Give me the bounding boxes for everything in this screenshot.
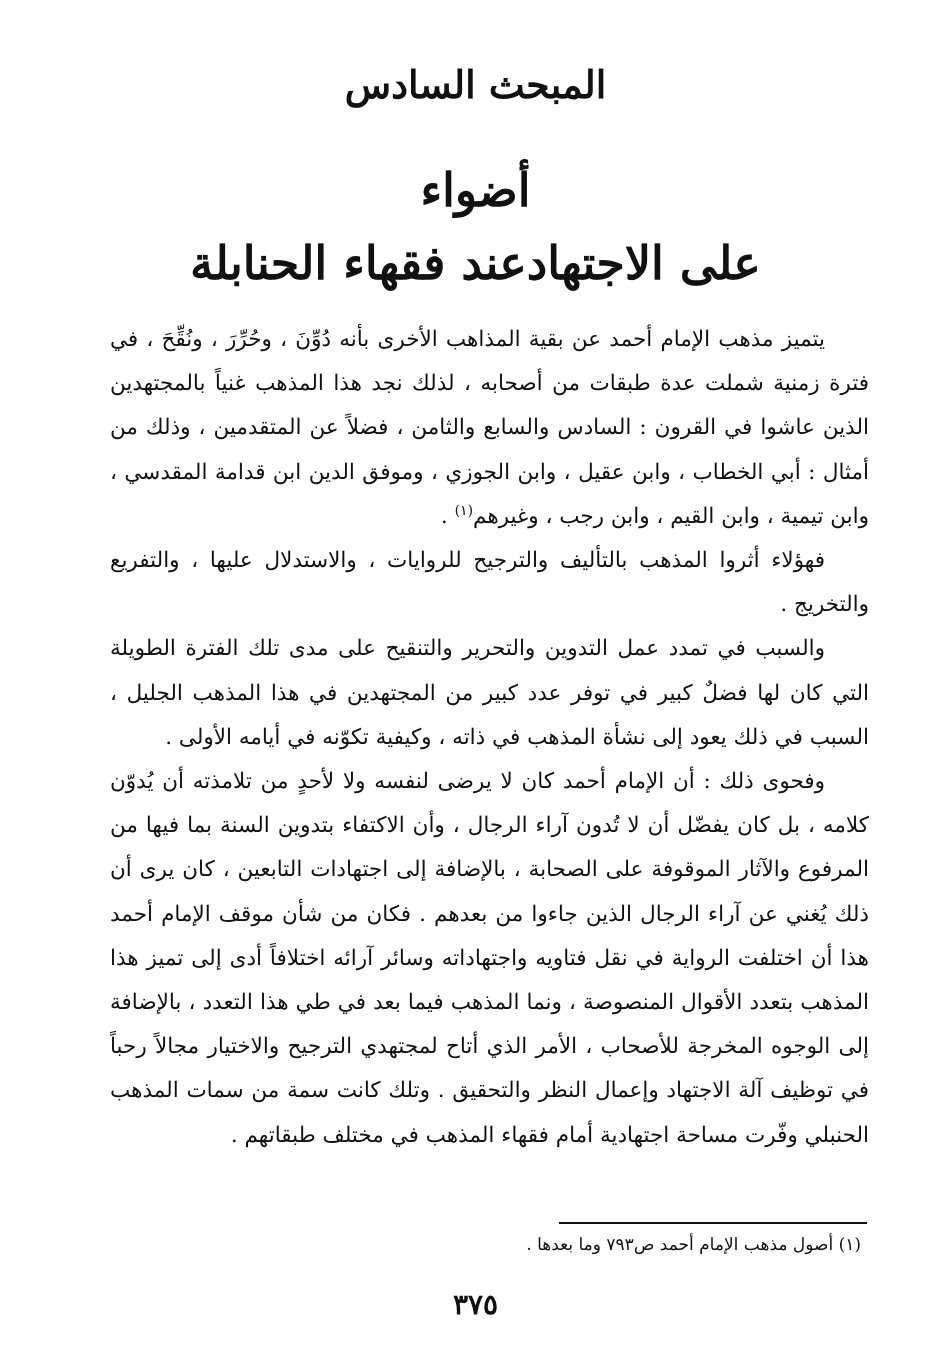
paragraph-1-tail: .	[440, 503, 455, 529]
paragraph-2: فهؤلاء أثروا المذهب بالتأليف والترجيح للروايات ، والاستدلال عليها ، والتفريع والتخريج .	[110, 548, 869, 618]
body-text	[110, 318, 869, 1158]
paragraph-3: والسبب في تمدد عمل التدوين والتحرير والتنقيح على مدى تلك الفترة الطويلة التي كان لها فضلٌ كبير في توفر عدد كبير من المجتهدين في هذا المذهب الجليل ، السبب في ذلك يعود إلى نشأة المذهب في ذاته ، وكيفية تكوّنه في أيامه الأولى .	[110, 636, 869, 750]
chapter-title-line-1: أضواء	[420, 163, 531, 217]
paragraph-1-text: يتميز مذهب الإمام أحمد عن بقية المذاهب الأخرى بأنه دُوِّنَ ، وحُرِّرَ ، ونُقِّحَ ، في فترة زمنية شملت عدة طبقات من أصحابه ، لذلك نجد هذا المذهب غنياً بالمجتهدين الذين عاشوا في القرون : السادس والسابع والثامن ، فضلاً عن المتقدمين ، وذلك من أمثال : أبي الخطاب ، وابن عقيل ، وابن الجوزي ، وموفق الدين ابن قدامة المقدسي ، وابن تيمية ، وابن القيم ، وابن رجب ، وغيرهم	[110, 327, 869, 529]
page-number: ٣٧٥	[452, 1288, 499, 1321]
footnote: (١) أصول مذهب الإمام أحمد ص٧٩٣ وما بعدها .	[526, 1235, 861, 1255]
paragraph-4: وفحوى ذلك : أن الإمام أحمد كان لا يرضى لنفسه ولا لأحدٍ من تلامذته أن يُدوّن كلامه ، بل كان يفضّل أن لا تُدون آراء الرجال ، وأن الاكتفاء بتدوين السنة بما فيها من المرفوع والآثار الموقوفة على الصحابة ، بالإضافة إلى اجتهادات التابعين ، كان يرى أن ذلك يُغني عن آراء الرجال الذين جاءوا من بعدهم . فكان من شأن موقف الإمام أحمد هذا أن اختلفت الرواية في نقل فتاويه واجتهاداته وسائر آرائه اختلافاً أدى إلى تميز هذا المذهب بتعدد الأقوال المنصوصة ، ونما المذهب فيما بعد في طي هذا التعدد ، بالإضافة إلى الوجوه المخرجة للأصحاب ، الأمر الذي أتاح لمجتهدي الترجيح والاختيار مجالاً رحباً في توظيف آلة الاجتهاد وإعمال النظر والتحقيق . وتلك كانت سمة من سمات المذهب الحنبلي وفّرت مساحة اجتهادية أمام فقهاء المذهب في مختلف طبقاتهم .	[110, 769, 869, 1148]
footnote-divider	[559, 1222, 867, 1224]
footnote-reference: (١)	[454, 502, 474, 519]
section-title: المبحث السادس	[344, 62, 607, 107]
chapter-title-line-2: على الاجتهادعند فقهاء الحنابلة	[190, 236, 761, 290]
paragraph-1	[110, 318, 869, 539]
